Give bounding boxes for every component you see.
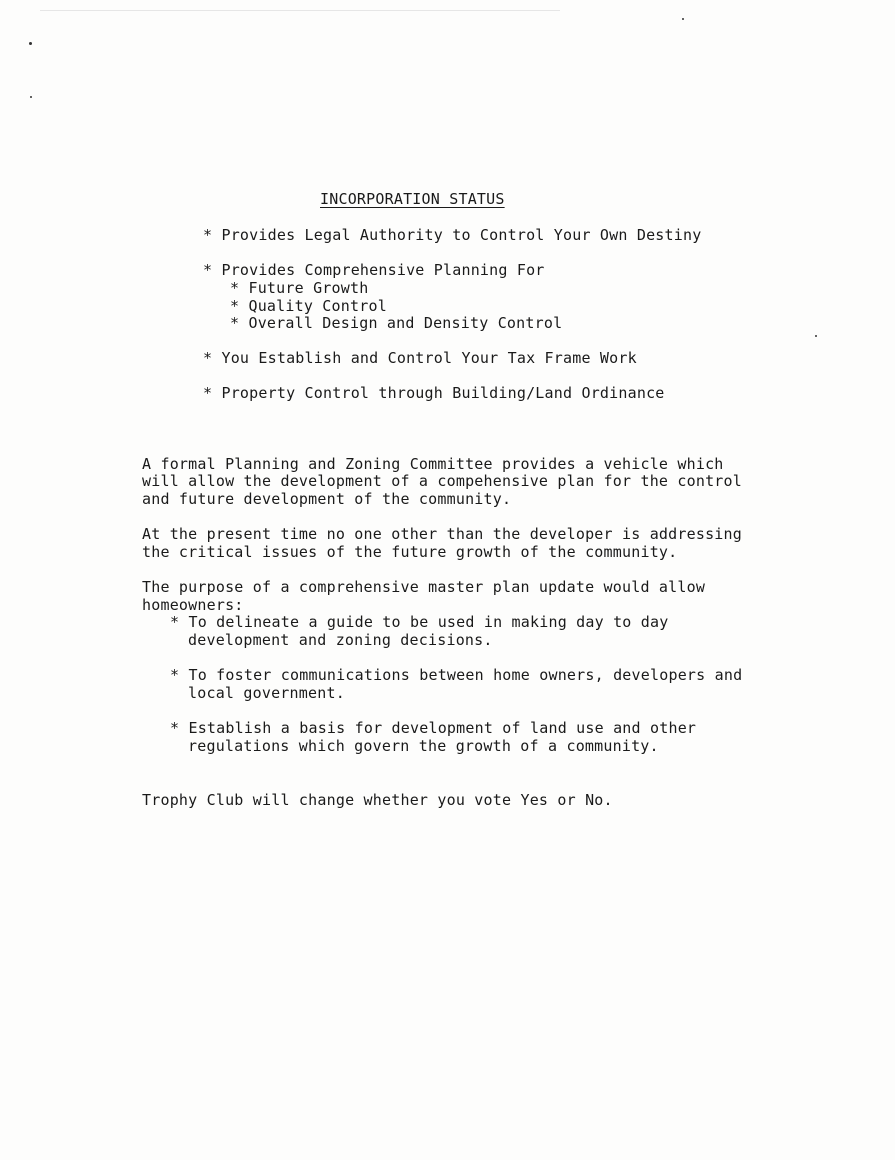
bullet-item: * You Establish and Control Your Tax Frame Work bbox=[203, 349, 637, 367]
scan-speck bbox=[682, 18, 684, 20]
purpose-item-continuation: development and zoning decisions. bbox=[188, 631, 493, 649]
closing-statement: Trophy Club will change whether you vote Yes or No. bbox=[142, 791, 613, 809]
paragraph-line: and future development of the community. bbox=[142, 490, 512, 508]
sub-bullet-item: * Overall Design and Density Control bbox=[230, 314, 563, 332]
paragraph-line: The purpose of a comprehensive master plan update would allow bbox=[142, 578, 706, 596]
purpose-item: * To foster communications between home owners, developers and bbox=[170, 666, 743, 684]
paragraph-line: will allow the development of a compehensive plan for the control bbox=[142, 472, 742, 490]
purpose-item: * Establish a basis for development of land use and other bbox=[170, 719, 697, 737]
purpose-item-continuation: regulations which govern the growth of a community. bbox=[188, 737, 659, 755]
scan-speck bbox=[29, 42, 32, 45]
scan-speck bbox=[30, 96, 32, 98]
paragraph-line: homeowners: bbox=[142, 596, 244, 614]
scan-edge-line bbox=[40, 10, 560, 11]
paragraph-line: A formal Planning and Zoning Committee provides a vehicle which bbox=[142, 455, 724, 473]
bullet-item: * Provides Comprehensive Planning For bbox=[203, 261, 545, 279]
bullet-item: * Property Control through Building/Land Ordinance bbox=[203, 384, 665, 402]
scan-speck bbox=[815, 335, 817, 337]
sub-bullet-item: * Quality Control bbox=[230, 297, 387, 315]
sub-bullet-item: * Future Growth bbox=[230, 279, 369, 297]
document-title: INCORPORATION STATUS bbox=[320, 190, 505, 208]
purpose-item-continuation: local government. bbox=[188, 684, 345, 702]
paragraph-line: At the present time no one other than the developer is addressing bbox=[142, 525, 742, 543]
bullet-item: * Provides Legal Authority to Control Your Own Destiny bbox=[203, 226, 702, 244]
purpose-item: * To delineate a guide to be used in making day to day bbox=[170, 613, 669, 631]
paragraph-line: the critical issues of the future growth of the community. bbox=[142, 543, 678, 561]
